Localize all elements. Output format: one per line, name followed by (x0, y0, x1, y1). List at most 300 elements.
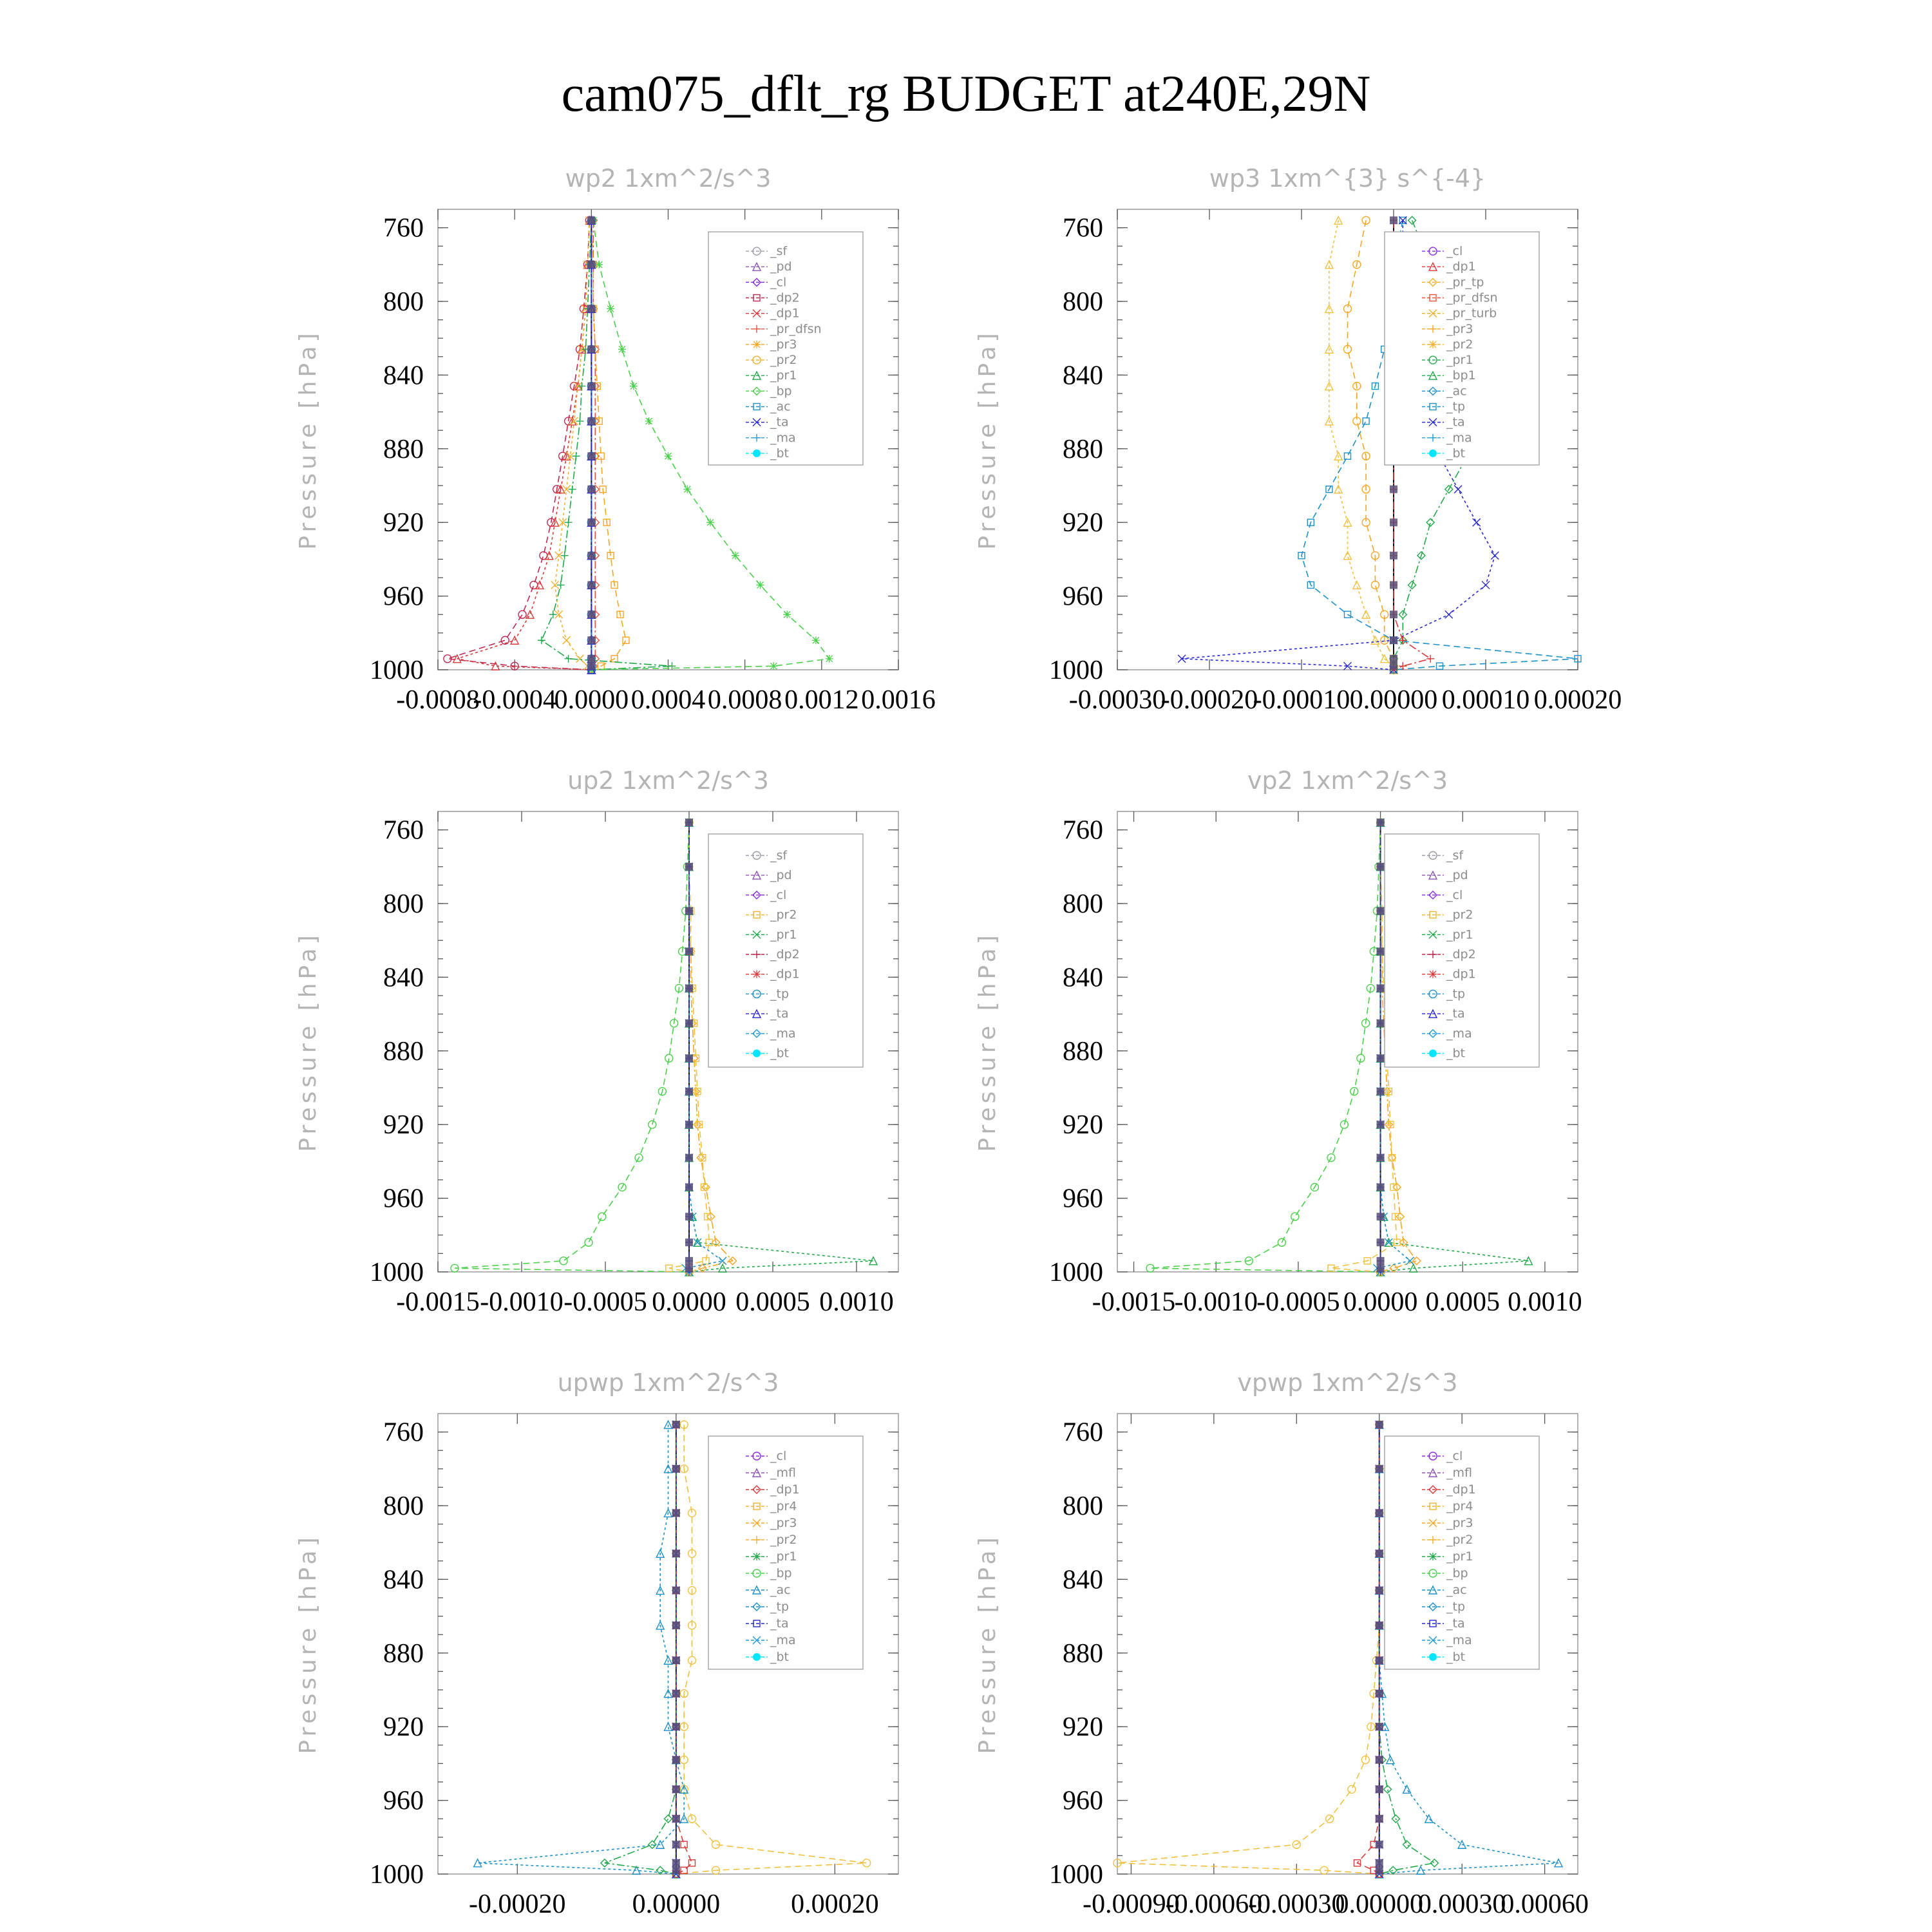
y-tick-label: 960 (1063, 1786, 1103, 1816)
data-point (668, 662, 676, 670)
panel-title: wp2 1xm^2/s^3 (565, 164, 772, 193)
zero-marker (685, 1213, 693, 1220)
y-tick-label: 800 (1063, 1492, 1103, 1521)
x-tick-label: -0.0004 (473, 685, 556, 715)
y-tick-label: 760 (1063, 815, 1103, 846)
data-point (1348, 1785, 1356, 1793)
legend-label: _bp (770, 1566, 792, 1580)
legend-label: _tp (1446, 987, 1466, 1001)
zero-marker (1377, 1183, 1385, 1191)
legend-label: _dp1 (770, 967, 800, 981)
chart-panel-2 (974, 164, 1622, 715)
legend (1385, 1436, 1539, 1669)
zero-marker (672, 1815, 680, 1823)
data-point (645, 417, 653, 425)
legend-label: _ac (770, 1583, 791, 1597)
zero-marker (672, 1549, 680, 1557)
legend-label: _dp2 (770, 947, 800, 961)
y-tick-label: 920 (383, 1712, 424, 1743)
zero-marker (1377, 1088, 1385, 1095)
zero-marker (1377, 947, 1385, 955)
legend-label: _pr4 (1446, 1499, 1473, 1513)
legend-label: _pr2 (1446, 907, 1473, 922)
zero-marker (1376, 1859, 1383, 1867)
legend-label: _cl (770, 1449, 787, 1463)
zero-marker (1390, 655, 1397, 663)
zero-marker (1376, 1549, 1383, 1557)
legend-marker (753, 1553, 761, 1560)
legend (708, 232, 863, 465)
legend-label: _ma (770, 1633, 796, 1647)
legend-label: _pr1 (1446, 1549, 1473, 1564)
data-point (1403, 1785, 1411, 1793)
zero-marker (1376, 1690, 1383, 1698)
data-point (607, 305, 614, 312)
data-point (665, 1815, 672, 1823)
data-point (688, 1656, 696, 1664)
zero-marker (685, 819, 693, 826)
data-point (1371, 581, 1379, 589)
x-tick-label: -0.0010 (480, 1287, 564, 1317)
panel-title: upwp 1xm^2/s^3 (557, 1368, 779, 1397)
y-tick-label: 880 (383, 1638, 424, 1669)
series-line (455, 822, 689, 1272)
zero-marker (685, 1019, 693, 1027)
x-tick-label: 0.0000 (652, 1287, 726, 1317)
y-tick-label: 960 (383, 1184, 424, 1214)
data-point (563, 636, 571, 644)
data-point (618, 345, 626, 353)
zero-marker (685, 1054, 693, 1062)
zero-marker (1377, 863, 1385, 871)
y-tick-label: 1000 (370, 656, 424, 685)
legend-label: _cl (1446, 887, 1463, 902)
x-tick-label: 0.00010 (1441, 685, 1530, 715)
x-tick-label: 0.0010 (819, 1287, 894, 1317)
legend-label: _ma (770, 1026, 796, 1041)
zero-marker (1377, 1121, 1385, 1128)
legend-label: _ta (770, 1616, 789, 1631)
legend-marker (753, 1050, 761, 1057)
zero-marker (1377, 1257, 1385, 1265)
x-tick-label: 0.00000 (1335, 1889, 1423, 1919)
series-pr1 (1113, 1421, 1383, 1878)
series-dp1 (1146, 819, 1385, 1276)
data-point (1291, 1213, 1299, 1220)
zero-marker (1377, 1238, 1385, 1246)
x-tick-label: -0.0015 (396, 1287, 480, 1317)
zero-marker (587, 417, 595, 425)
panel-title: vpwp 1xm^2/s^3 (1237, 1368, 1458, 1397)
legend-label: _bt (770, 1046, 790, 1061)
zero-marker (672, 1859, 680, 1867)
x-tick-label: -0.0005 (564, 1287, 647, 1317)
x-tick-label: 0.00000 (1349, 685, 1438, 715)
data-point (683, 486, 691, 493)
chart-panel-6 (974, 1368, 1589, 1919)
series-line (591, 220, 626, 670)
zero-marker (685, 907, 693, 914)
zero-marker (1377, 985, 1385, 992)
zero-marker (672, 1509, 680, 1517)
zero-marker (672, 1656, 680, 1664)
x-tick-label: 0.0004 (630, 685, 706, 715)
legend-marker (753, 1653, 761, 1661)
zero-marker (1377, 1264, 1385, 1272)
zero-marker (1376, 1509, 1383, 1517)
y-tick-label: 960 (383, 582, 424, 612)
zero-marker (587, 655, 595, 663)
x-tick-label: 0.0010 (1508, 1287, 1582, 1317)
legend-label: _sf (770, 244, 788, 259)
legend-label: _tp (770, 1600, 790, 1614)
x-tick-label: -0.00060 (1165, 1889, 1263, 1919)
data-point (595, 261, 603, 269)
data-point (1454, 486, 1462, 493)
legend-marker (753, 341, 761, 348)
zero-marker (685, 1183, 693, 1191)
legend-marker (1429, 450, 1437, 457)
zero-marker (672, 1465, 680, 1473)
series-dp2 (444, 216, 595, 674)
zero-marker (685, 985, 693, 992)
x-tick-label: -0.00020 (469, 1889, 566, 1919)
zero-marker (1390, 486, 1397, 493)
series-line (1329, 220, 1394, 670)
y-axis-label: Pressure [hPa] (295, 1533, 321, 1754)
data-point (1178, 655, 1186, 663)
zero-marker (1376, 1841, 1383, 1848)
data-point (1353, 581, 1361, 589)
legend-marker (1429, 341, 1437, 348)
zero-marker (587, 305, 595, 312)
y-tick-label: 1000 (1049, 1258, 1103, 1287)
data-point (1357, 1054, 1365, 1062)
zero-marker (587, 345, 595, 353)
data-point (649, 1121, 656, 1128)
y-tick-label: 840 (1063, 1565, 1103, 1595)
legend-label: _ma (1446, 1026, 1472, 1041)
zero-marker (587, 611, 595, 618)
legend-marker (753, 450, 761, 457)
x-tick-label: -0.00030 (1248, 1889, 1345, 1919)
legend-marker (1429, 1553, 1437, 1560)
y-tick-label: 760 (383, 213, 424, 243)
zero-marker (1376, 1756, 1383, 1764)
zero-marker (672, 1841, 680, 1848)
y-tick-label: 760 (383, 1417, 424, 1448)
legend-label: _pr1 (1446, 927, 1473, 942)
x-tick-label: -0.0015 (1092, 1287, 1176, 1317)
legend-label: _ta (770, 415, 789, 430)
zero-marker (1390, 552, 1397, 560)
legend-label: _bt (1446, 446, 1466, 460)
legend-label: _pr2 (1446, 337, 1473, 352)
series-line (542, 220, 672, 670)
data-point (1473, 518, 1481, 526)
legend-label: _dp2 (1446, 947, 1476, 961)
data-point (1399, 636, 1406, 644)
zero-marker (685, 1264, 693, 1272)
legend-label: _pr_dfsn (770, 321, 822, 336)
legend-label: _pr1 (770, 368, 797, 383)
legend-label: _pr3 (1446, 1516, 1473, 1530)
legend-label: _pr_dfsn (1446, 290, 1498, 305)
y-axis-label: Pressure [hPa] (974, 1533, 1001, 1754)
y-tick-label: 840 (383, 1565, 424, 1595)
x-tick-label: 0.00030 (1417, 1889, 1506, 1919)
data-point (623, 637, 629, 643)
legend-label: _dp2 (770, 290, 800, 305)
zero-marker (672, 1785, 680, 1793)
y-tick-label: 840 (383, 361, 424, 391)
zero-marker (685, 1154, 693, 1162)
legend-marker (1429, 1653, 1437, 1661)
series-pr4 (1354, 1421, 1382, 1877)
data-point (1399, 216, 1406, 224)
y-tick-label: 960 (383, 1786, 424, 1816)
zero-marker (1376, 1421, 1383, 1428)
legend-label: _ma (770, 430, 796, 445)
legend-label: _pr_turb (1446, 306, 1497, 321)
zero-marker (1377, 1054, 1385, 1062)
legend-label: _sf (770, 848, 788, 863)
data-point (732, 552, 739, 560)
legend-label: _bt (770, 1650, 790, 1664)
data-point (565, 655, 573, 663)
zero-marker (1390, 662, 1397, 670)
y-tick-label: 1000 (370, 1258, 424, 1287)
legend-label: _pd (770, 868, 792, 883)
y-tick-label: 920 (1063, 1712, 1103, 1743)
legend-label: _bt (770, 446, 790, 460)
chart-panel-3 (295, 766, 898, 1317)
y-tick-label: 1000 (1049, 1860, 1103, 1889)
zero-marker (587, 383, 595, 390)
x-tick-label: -0.0010 (1174, 1287, 1258, 1317)
zero-marker (672, 1587, 680, 1595)
series-line (457, 220, 592, 670)
series-tp (474, 1421, 688, 1878)
legend-label: _pr_tp (1446, 275, 1484, 290)
series-line (1150, 822, 1381, 1272)
legend-label: _tp (770, 987, 790, 1001)
y-tick-label: 920 (1063, 1110, 1103, 1141)
data-point (706, 518, 714, 526)
y-tick-label: 880 (383, 434, 424, 464)
zero-marker (1390, 581, 1397, 589)
x-tick-label: 0.00020 (791, 1889, 879, 1919)
legend-label: _ac (1446, 1583, 1467, 1597)
legend-label: _ac (1446, 384, 1467, 399)
x-tick-label: 0.00060 (1501, 1889, 1589, 1919)
legend-label: _pr4 (770, 1499, 797, 1513)
x-tick-label: 0.0008 (707, 685, 782, 715)
legend-label: _tp (1446, 1600, 1466, 1614)
data-point (576, 655, 583, 663)
series-pr1 (538, 216, 676, 674)
legend-label: _ta (1446, 415, 1465, 430)
data-point (598, 1213, 606, 1220)
x-tick-label: 0.0016 (861, 685, 936, 715)
legend-label: _pd (1446, 868, 1468, 883)
zero-marker (1377, 1019, 1385, 1027)
data-point (1345, 453, 1351, 459)
legend-label: _bp (1446, 1566, 1468, 1580)
legend-label: _pr1 (770, 1549, 797, 1564)
y-tick-label: 800 (383, 1492, 424, 1521)
x-tick-label: -0.00020 (1160, 685, 1258, 715)
zero-marker (1377, 1213, 1385, 1220)
data-point (1403, 1841, 1411, 1848)
zero-marker (1376, 1723, 1383, 1730)
zero-marker (1390, 636, 1397, 644)
y-axis-label: Pressure [hPa] (974, 931, 1001, 1152)
zero-marker (1377, 1154, 1385, 1162)
zero-marker (1376, 1866, 1383, 1874)
y-tick-label: 960 (1063, 582, 1103, 612)
series-line (1357, 1425, 1379, 1874)
data-point (681, 1841, 687, 1848)
legend-label: _bp (770, 384, 792, 399)
data-point (770, 662, 777, 670)
y-tick-label: 800 (1063, 287, 1103, 317)
data-point (630, 383, 638, 390)
y-tick-label: 760 (383, 815, 424, 846)
zero-marker (1376, 1587, 1383, 1595)
x-tick-label: -0.0005 (1256, 1287, 1340, 1317)
legend-label: _pr3 (1446, 321, 1473, 336)
series-pr3 (588, 217, 629, 673)
legend-label: _pr2 (770, 907, 797, 922)
series-dp1 (451, 819, 693, 1276)
data-point (518, 611, 526, 618)
legend-label: _sf (1446, 848, 1464, 863)
series-bp (601, 1421, 680, 1878)
y-tick-label: 840 (1063, 963, 1103, 993)
data-point (1413, 1257, 1421, 1265)
zero-marker (587, 486, 595, 493)
legend-label: _pr2 (770, 1533, 797, 1547)
legend-marker (1429, 1050, 1437, 1057)
zero-marker (587, 518, 595, 526)
legend-marker (753, 971, 761, 978)
data-point (665, 1054, 673, 1062)
legend-label: _pr3 (770, 337, 797, 352)
legend-label: _mfl (1446, 1466, 1472, 1480)
zero-marker (672, 1723, 680, 1730)
data-point (585, 1238, 592, 1246)
y-tick-label: 920 (383, 1110, 424, 1141)
y-tick-label: 1000 (1049, 656, 1103, 685)
series-line (1117, 1425, 1379, 1874)
legend-label: _bt (1446, 1046, 1466, 1061)
series-line (605, 1425, 676, 1874)
panels (295, 164, 1622, 1919)
x-tick-label: -0.0008 (396, 685, 480, 715)
zero-marker (1376, 1622, 1383, 1629)
figure-title: cam075_dflt_rg BUDGET at240E,29N (561, 66, 1371, 122)
data-point (757, 581, 764, 589)
data-point (526, 611, 534, 618)
data-point (1363, 418, 1369, 424)
legend-label: _ta (1446, 1007, 1465, 1021)
legend-label: _pr1 (1446, 353, 1473, 368)
data-point (665, 452, 672, 460)
data-point (1426, 655, 1434, 663)
legend-label: _pd (770, 260, 792, 274)
zero-marker (672, 1756, 680, 1764)
y-tick-label: 880 (1063, 1638, 1103, 1669)
legend (708, 834, 863, 1067)
x-tick-label: -0.00010 (1253, 685, 1350, 715)
zero-marker (685, 1238, 693, 1246)
y-tick-label: 760 (1063, 1417, 1103, 1448)
legend-label: _mfl (770, 1466, 796, 1480)
y-tick-label: 800 (383, 287, 424, 317)
legend-label: _dp1 (1446, 1482, 1476, 1497)
x-tick-label: 0.0000 (554, 685, 629, 715)
legend-label: _ta (1446, 1616, 1465, 1631)
zero-marker (672, 1690, 680, 1698)
x-tick-label: 0.0005 (735, 1287, 810, 1317)
panel-title: up2 1xm^2/s^3 (567, 766, 769, 795)
zero-marker (1376, 1465, 1383, 1473)
data-point (578, 383, 585, 390)
data-point (783, 611, 791, 618)
chart-panel-4 (974, 766, 1582, 1317)
data-point (1425, 1815, 1433, 1823)
legend-label: _bt (1446, 1650, 1466, 1664)
zero-marker (587, 216, 595, 224)
x-tick-label: 0.0000 (1343, 1287, 1418, 1317)
zero-marker (1390, 611, 1397, 618)
zero-marker (587, 261, 595, 269)
zero-marker (587, 662, 595, 670)
y-tick-label: 1000 (370, 1860, 424, 1889)
y-tick-label: 920 (383, 508, 424, 538)
legend-label: _pr2 (770, 353, 797, 368)
data-point (538, 636, 545, 644)
y-tick-label: 920 (1063, 508, 1103, 538)
legend-label: _pr2 (1446, 1533, 1473, 1547)
series-line (448, 220, 591, 670)
zero-marker (587, 581, 595, 589)
legend-label: _ma (1446, 430, 1472, 445)
legend-label: _dp1 (1446, 260, 1476, 274)
zero-marker (1390, 518, 1397, 526)
legend-label: _cl (1446, 244, 1463, 259)
zero-marker (685, 1121, 693, 1128)
zero-marker (685, 1257, 693, 1265)
data-point (560, 1257, 567, 1265)
y-tick-label: 840 (383, 963, 424, 993)
legend-label: _bp1 (1446, 368, 1476, 383)
zero-marker (1376, 1785, 1383, 1793)
panel-title: vp2 1xm^2/s^3 (1247, 766, 1448, 795)
series-line (478, 1425, 685, 1874)
series-dp1 (453, 216, 596, 674)
zero-marker (685, 947, 693, 955)
data-point (1426, 518, 1434, 526)
y-tick-label: 800 (383, 889, 424, 919)
y-tick-label: 760 (1063, 213, 1103, 243)
y-tick-label: 880 (1063, 1036, 1103, 1066)
x-tick-label: -0.00030 (1068, 685, 1166, 715)
x-tick-label: 0.0012 (784, 685, 859, 715)
zero-marker (1376, 1656, 1383, 1664)
zero-marker (672, 1421, 680, 1428)
